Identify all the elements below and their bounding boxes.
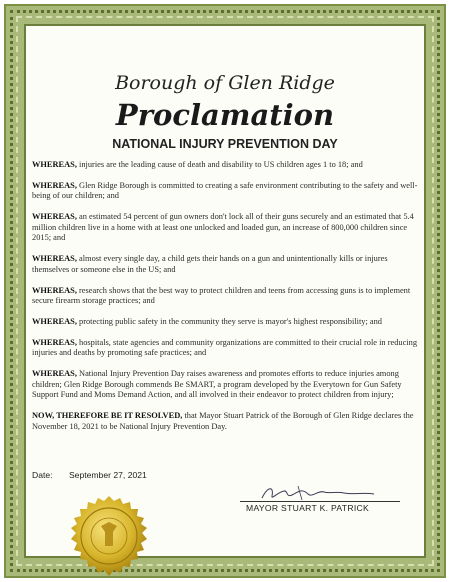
date-label: Date: [32,470,53,480]
whereas-paragraph-6: WHEREAS, protecting public safety in the community they serve is mayor's highest responsibility; and [32,317,382,327]
whereas-paragraph-3: WHEREAS, an estimated 54 percent of gun owners don't lock all of their guns securely and an estimated that 5.4 million children live in a home with at least one unlocked and loaded gun, an increase of 800,000 children since 2015; and [32,212,414,243]
date-line [32,470,147,480]
proclamation-subtitle: NATIONAL INJURY PREVENTION DAY [112,137,338,151]
whereas-paragraph-7: WHEREAS, hospitals, state agencies and community organizations are committed to their crucial role in reducing injuries and deaths by promoting safe practices; and [32,338,418,358]
proclamation-body [32,160,420,443]
resolution-paragraph: NOW, THEREFORE BE IT RESOLVED, that Mayor Stuart Patrick of the Borough of Glen Ridge declares the November 18, 2021 to be National Injury Prevention Day. [32,411,414,431]
whereas-paragraph-4: WHEREAS, almost every single day, a child gets their hands on a gun and unintentionally kills or injures themselves or someone else in the US; and [32,254,388,274]
date-value: September 27, 2021 [68,470,147,480]
whereas-paragraph-2: WHEREAS, Glen Ridge Borough is committed to creating a safe environment contributing to the safety and well-being of our children; and [32,181,418,201]
whereas-paragraph-8: WHEREAS, National Injury Prevention Day raises awareness and promotes efforts to reduce injuries among children; Glen Ridge Borough commends Be SMART, a program developed by the Everytown for Gun Safety Support Fund and Moms Demand Action, and all involved in their endeavor to protect children from injury; [32,369,402,400]
borough-title: Borough of Glen Ridge [115,72,335,94]
whereas-paragraph-5: WHEREAS, research shows that the best way to protect children and teens from accessing guns is to implement secure firearm storage practices; and [32,285,411,306]
gold-seal [68,495,150,577]
proclamation-title: Proclamation [115,98,335,132]
whereas-paragraph-1: WHEREAS, injuries are the leading cause of death and disability to US children ages 1 to 18; and [32,160,363,169]
signature-line [240,501,400,502]
signatory-name: MAYOR STUART K. PATRICK [246,503,370,513]
